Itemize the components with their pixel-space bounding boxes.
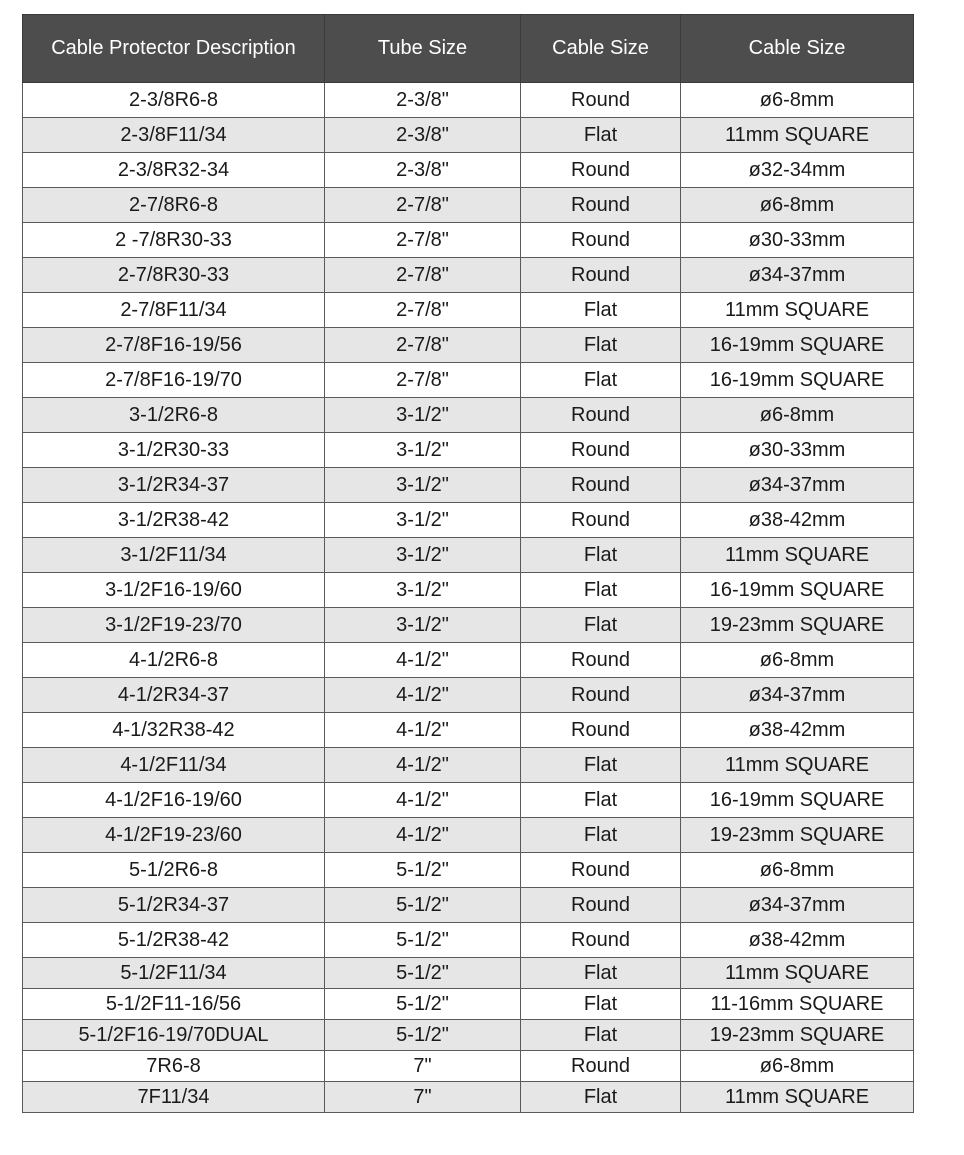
cell-cable-type: Flat [521,328,681,363]
cell-cable-type: Round [521,923,681,958]
cell-cable-dimension: ø6-8mm [681,188,914,223]
cell-cable-type: Flat [521,293,681,328]
table-row [23,678,914,713]
cell-description: 5-1/2R6-8 [23,853,325,888]
cell-description: 4-1/2R6-8 [23,643,325,678]
cell-tube-size: 4-1/2" [325,783,521,818]
cell-cable-type: Flat [521,783,681,818]
cell-tube-size: 7" [325,1051,521,1082]
cell-description: 2-7/8F11/34 [23,293,325,328]
table-row [23,468,914,503]
table-body [23,83,914,1113]
cell-description: 3-1/2R6-8 [23,398,325,433]
header-description: Cable Protector Description [23,15,325,83]
table-row [23,783,914,818]
cell-tube-size: 5-1/2" [325,853,521,888]
cell-description: 3-1/2R38-42 [23,503,325,538]
table-row [23,713,914,748]
cell-cable-type: Round [521,853,681,888]
table-row [23,293,914,328]
cell-tube-size: 2-7/8" [325,258,521,293]
cell-cable-type: Flat [521,608,681,643]
cell-cable-dimension: ø34-37mm [681,258,914,293]
cell-tube-size: 5-1/2" [325,888,521,923]
cable-protector-table [22,14,914,1113]
table-row [23,748,914,783]
cell-description: 4-1/2R34-37 [23,678,325,713]
cell-cable-type: Round [521,468,681,503]
cell-description: 2-3/8R6-8 [23,83,325,118]
cell-description: 7R6-8 [23,1051,325,1082]
table-row [23,83,914,118]
cell-tube-size: 4-1/2" [325,748,521,783]
cell-cable-type: Round [521,258,681,293]
cell-cable-dimension: ø32-34mm [681,153,914,188]
table-row [23,538,914,573]
cell-description: 2 -7/8R30-33 [23,223,325,258]
table-row [23,433,914,468]
cell-description: 2-7/8F16-19/56 [23,328,325,363]
cell-cable-dimension: ø6-8mm [681,643,914,678]
cell-description: 4-1/32R38-42 [23,713,325,748]
cell-cable-type: Round [521,153,681,188]
cell-tube-size: 5-1/2" [325,1020,521,1051]
cell-tube-size: 3-1/2" [325,538,521,573]
cell-cable-type: Flat [521,363,681,398]
cell-tube-size: 5-1/2" [325,958,521,989]
table-row [23,573,914,608]
cell-description: 2-3/8R32-34 [23,153,325,188]
table-row [23,153,914,188]
cell-cable-type: Round [521,713,681,748]
cell-cable-dimension: ø6-8mm [681,83,914,118]
cell-cable-type: Round [521,503,681,538]
cell-tube-size: 2-7/8" [325,363,521,398]
cell-cable-type: Round [521,83,681,118]
table-row [23,643,914,678]
cell-tube-size: 3-1/2" [325,503,521,538]
cell-tube-size: 2-3/8" [325,83,521,118]
cell-cable-type: Flat [521,118,681,153]
table-row [23,958,914,989]
cell-description: 4-1/2F19-23/60 [23,818,325,853]
cell-tube-size: 2-7/8" [325,293,521,328]
table-row [23,118,914,153]
cell-cable-dimension: 16-19mm SQUARE [681,363,914,398]
cell-description: 2-7/8F16-19/70 [23,363,325,398]
cell-tube-size: 3-1/2" [325,433,521,468]
header-cable-size: Cable Size [521,15,681,83]
table-row [23,503,914,538]
cell-cable-dimension: 19-23mm SQUARE [681,608,914,643]
cell-cable-dimension: 16-19mm SQUARE [681,328,914,363]
cell-cable-type: Round [521,433,681,468]
table-row [23,223,914,258]
table-row [23,258,914,293]
table-row [23,1082,914,1113]
cell-cable-type: Flat [521,989,681,1020]
cell-cable-dimension: ø38-42mm [681,923,914,958]
cell-tube-size: 3-1/2" [325,398,521,433]
cell-cable-type: Round [521,678,681,713]
cell-cable-dimension: ø30-33mm [681,433,914,468]
cell-description: 4-1/2F11/34 [23,748,325,783]
cell-description: 3-1/2F16-19/60 [23,573,325,608]
cell-tube-size: 2-3/8" [325,153,521,188]
cell-cable-dimension: 11mm SQUARE [681,958,914,989]
cell-cable-type: Flat [521,748,681,783]
cell-cable-type: Flat [521,958,681,989]
cell-tube-size: 4-1/2" [325,713,521,748]
cell-cable-dimension: ø34-37mm [681,888,914,923]
cell-description: 2-7/8R6-8 [23,188,325,223]
cell-description: 7F11/34 [23,1082,325,1113]
cell-cable-type: Round [521,643,681,678]
cell-cable-dimension: 16-19mm SQUARE [681,573,914,608]
cell-cable-dimension: 11mm SQUARE [681,538,914,573]
cell-description: 3-1/2F11/34 [23,538,325,573]
cell-cable-dimension: ø30-33mm [681,223,914,258]
header-row [23,15,914,83]
table-row [23,818,914,853]
cell-tube-size: 5-1/2" [325,989,521,1020]
table-row [23,888,914,923]
cell-description: 2-3/8F11/34 [23,118,325,153]
table-row [23,923,914,958]
cell-cable-type: Flat [521,538,681,573]
cell-description: 5-1/2F11-16/56 [23,989,325,1020]
cell-description: 2-7/8R30-33 [23,258,325,293]
cell-cable-type: Round [521,398,681,433]
cell-tube-size: 4-1/2" [325,678,521,713]
cell-cable-dimension: ø38-42mm [681,713,914,748]
cell-tube-size: 2-3/8" [325,118,521,153]
table-row [23,398,914,433]
cell-cable-dimension: ø34-37mm [681,468,914,503]
cell-cable-type: Flat [521,818,681,853]
table-row [23,1051,914,1082]
table-row [23,989,914,1020]
cell-tube-size: 2-7/8" [325,188,521,223]
header-tube-size: Tube Size [325,15,521,83]
cell-cable-dimension: ø6-8mm [681,1051,914,1082]
cell-description: 5-1/2R34-37 [23,888,325,923]
cell-cable-dimension: 19-23mm SQUARE [681,1020,914,1051]
cell-cable-dimension: 11mm SQUARE [681,748,914,783]
cell-cable-dimension: 11mm SQUARE [681,1082,914,1113]
cell-tube-size: 3-1/2" [325,468,521,503]
cell-cable-type: Round [521,888,681,923]
table-header [23,15,914,83]
cell-cable-type: Round [521,1051,681,1082]
cell-cable-dimension: ø6-8mm [681,398,914,433]
cell-tube-size: 2-7/8" [325,328,521,363]
cell-tube-size: 4-1/2" [325,818,521,853]
cell-description: 4-1/2F16-19/60 [23,783,325,818]
cell-cable-dimension: 11mm SQUARE [681,293,914,328]
table-row [23,608,914,643]
cell-tube-size: 4-1/2" [325,643,521,678]
cell-cable-dimension: ø34-37mm [681,678,914,713]
table-row [23,1020,914,1051]
cell-cable-type: Round [521,188,681,223]
cell-tube-size: 7" [325,1082,521,1113]
cell-cable-dimension: 19-23mm SQUARE [681,818,914,853]
cell-description: 3-1/2R34-37 [23,468,325,503]
cell-tube-size: 2-7/8" [325,223,521,258]
cell-cable-dimension: 11-16mm SQUARE [681,989,914,1020]
table-row [23,853,914,888]
cell-cable-dimension: 11mm SQUARE [681,118,914,153]
cell-tube-size: 3-1/2" [325,573,521,608]
cell-cable-dimension: ø6-8mm [681,853,914,888]
cell-cable-type: Flat [521,1020,681,1051]
table-row [23,328,914,363]
cell-description: 5-1/2F16-19/70DUAL [23,1020,325,1051]
cell-description: 5-1/2R38-42 [23,923,325,958]
cell-cable-type: Flat [521,573,681,608]
cell-description: 5-1/2F11/34 [23,958,325,989]
cell-tube-size: 5-1/2" [325,923,521,958]
cell-description: 3-1/2F19-23/70 [23,608,325,643]
cell-cable-type: Flat [521,1082,681,1113]
cell-description: 3-1/2R30-33 [23,433,325,468]
cell-cable-type: Round [521,223,681,258]
header-cable-size-dimension: Cable Size [681,15,914,83]
cell-cable-dimension: 16-19mm SQUARE [681,783,914,818]
cell-cable-dimension: ø38-42mm [681,503,914,538]
table-row [23,363,914,398]
cell-tube-size: 3-1/2" [325,608,521,643]
table-row [23,188,914,223]
